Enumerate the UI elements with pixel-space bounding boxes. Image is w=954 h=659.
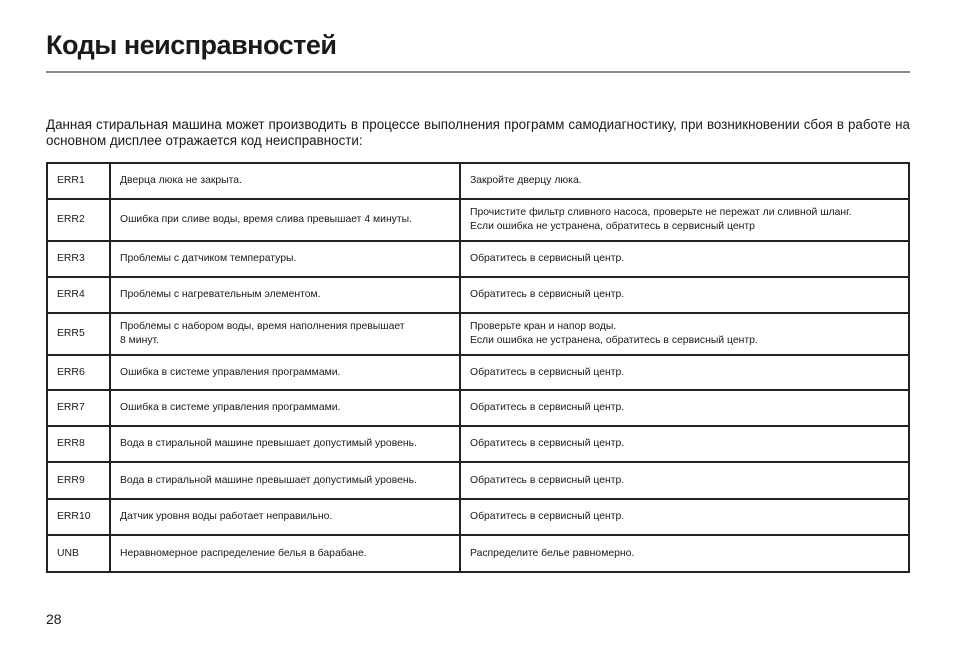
error-description-line: Проблемы с датчиком температуры. <box>120 253 297 264</box>
error-code: ERR3 <box>47 241 110 277</box>
error-description <box>110 199 460 241</box>
error-description <box>110 241 460 277</box>
error-description-line: Дверца люка не закрыта. <box>120 175 242 186</box>
error-action-line: Закройте дверцу люка. <box>470 175 582 186</box>
error-description <box>110 462 460 499</box>
error-action <box>460 499 909 535</box>
error-description-line: 8 минут. <box>120 335 160 346</box>
table-row <box>47 499 909 535</box>
error-description <box>110 426 460 462</box>
error-code: UNB <box>47 535 110 572</box>
error-description-line: Вода в стиральной машине превышает допустимый уровень. <box>120 474 417 486</box>
error-code: ERR9 <box>47 462 110 499</box>
error-action-line: Обратитесь в сервисный центр. <box>470 366 625 378</box>
error-action <box>460 241 909 277</box>
error-action-line: Обратитесь в сервисный центр. <box>470 511 625 522</box>
error-action-line: Обратитесь в сервисный центр. <box>470 253 625 264</box>
error-action <box>460 355 909 390</box>
page-number: 28 <box>46 611 62 627</box>
error-code: ERR1 <box>47 163 110 199</box>
error-action-line: Обратитесь в сервисный центр. <box>470 402 625 413</box>
error-action <box>460 313 909 355</box>
error-action-line: Если ошибка не устранена, обратитесь в сервисный центр. <box>470 335 758 346</box>
error-action <box>460 199 909 241</box>
table-row <box>47 390 909 426</box>
error-action-line: Распределите белье равномерно. <box>470 547 635 559</box>
table-row <box>47 163 909 199</box>
error-action <box>460 390 909 426</box>
error-action-line: Обратитесь в сервисный центр. <box>470 438 625 449</box>
error-action <box>460 277 909 313</box>
table-row <box>47 462 909 499</box>
error-description <box>110 390 460 426</box>
error-code: ERR6 <box>47 355 110 390</box>
error-description-line: Ошибка в системе управления программами. <box>120 366 341 378</box>
error-action-line: Проверьте кран и напор воды. <box>470 321 617 332</box>
error-code: ERR8 <box>47 426 110 462</box>
error-description <box>110 313 460 355</box>
error-description <box>110 277 460 313</box>
title-divider <box>46 71 910 73</box>
error-description-line: Проблемы с нагревательным элементом. <box>120 289 321 300</box>
error-code: ERR5 <box>47 313 110 355</box>
error-code: ERR7 <box>47 390 110 426</box>
error-description-line: Ошибка при сливе воды, время слива превышает 4 минуты. <box>120 214 412 225</box>
error-description-line: Вода в стиральной машине превышает допустимый уровень. <box>120 438 417 449</box>
error-description-line: Датчик уровня воды работает неправильно. <box>120 511 333 522</box>
error-description <box>110 535 460 572</box>
error-code: ERR4 <box>47 277 110 313</box>
table-row <box>47 241 909 277</box>
error-action-line: Обратитесь в сервисный центр. <box>470 289 625 300</box>
error-action-line: Если ошибка не устранена, обратитесь в сервисный центр <box>470 221 755 232</box>
table-row <box>47 426 909 462</box>
error-action <box>460 535 909 572</box>
table-row <box>47 355 909 390</box>
table-row <box>47 199 909 241</box>
error-code: ERR2 <box>47 199 110 241</box>
table-row <box>47 313 909 355</box>
error-description-line: Ошибка в системе управления программами. <box>120 402 341 413</box>
error-action <box>460 163 909 199</box>
error-description-line: Проблемы с набором воды, время наполнения превышает <box>120 321 405 332</box>
error-action-line: Обратитесь в сервисный центр. <box>470 474 625 486</box>
error-description <box>110 163 460 199</box>
error-action-line: Прочистите фильтр сливного насоса, проверьте не пережат ли сливной шланг. <box>470 207 852 218</box>
intro-paragraph: Данная стиральная машина может производить в процессе выполнения программ самодиагностику, при возникновении сбоя в работе на основном дисплее отражается код неисправности: <box>46 117 910 148</box>
error-code: ERR10 <box>47 499 110 535</box>
error-action <box>460 462 909 499</box>
error-codes-table <box>46 162 910 573</box>
table-row <box>47 535 909 572</box>
error-description <box>110 499 460 535</box>
table-row <box>47 277 909 313</box>
error-description-line: Неравномерное распределение белья в барабане. <box>120 547 367 559</box>
page-title: Коды неисправностей <box>46 30 337 60</box>
error-description <box>110 355 460 390</box>
error-action <box>460 426 909 462</box>
